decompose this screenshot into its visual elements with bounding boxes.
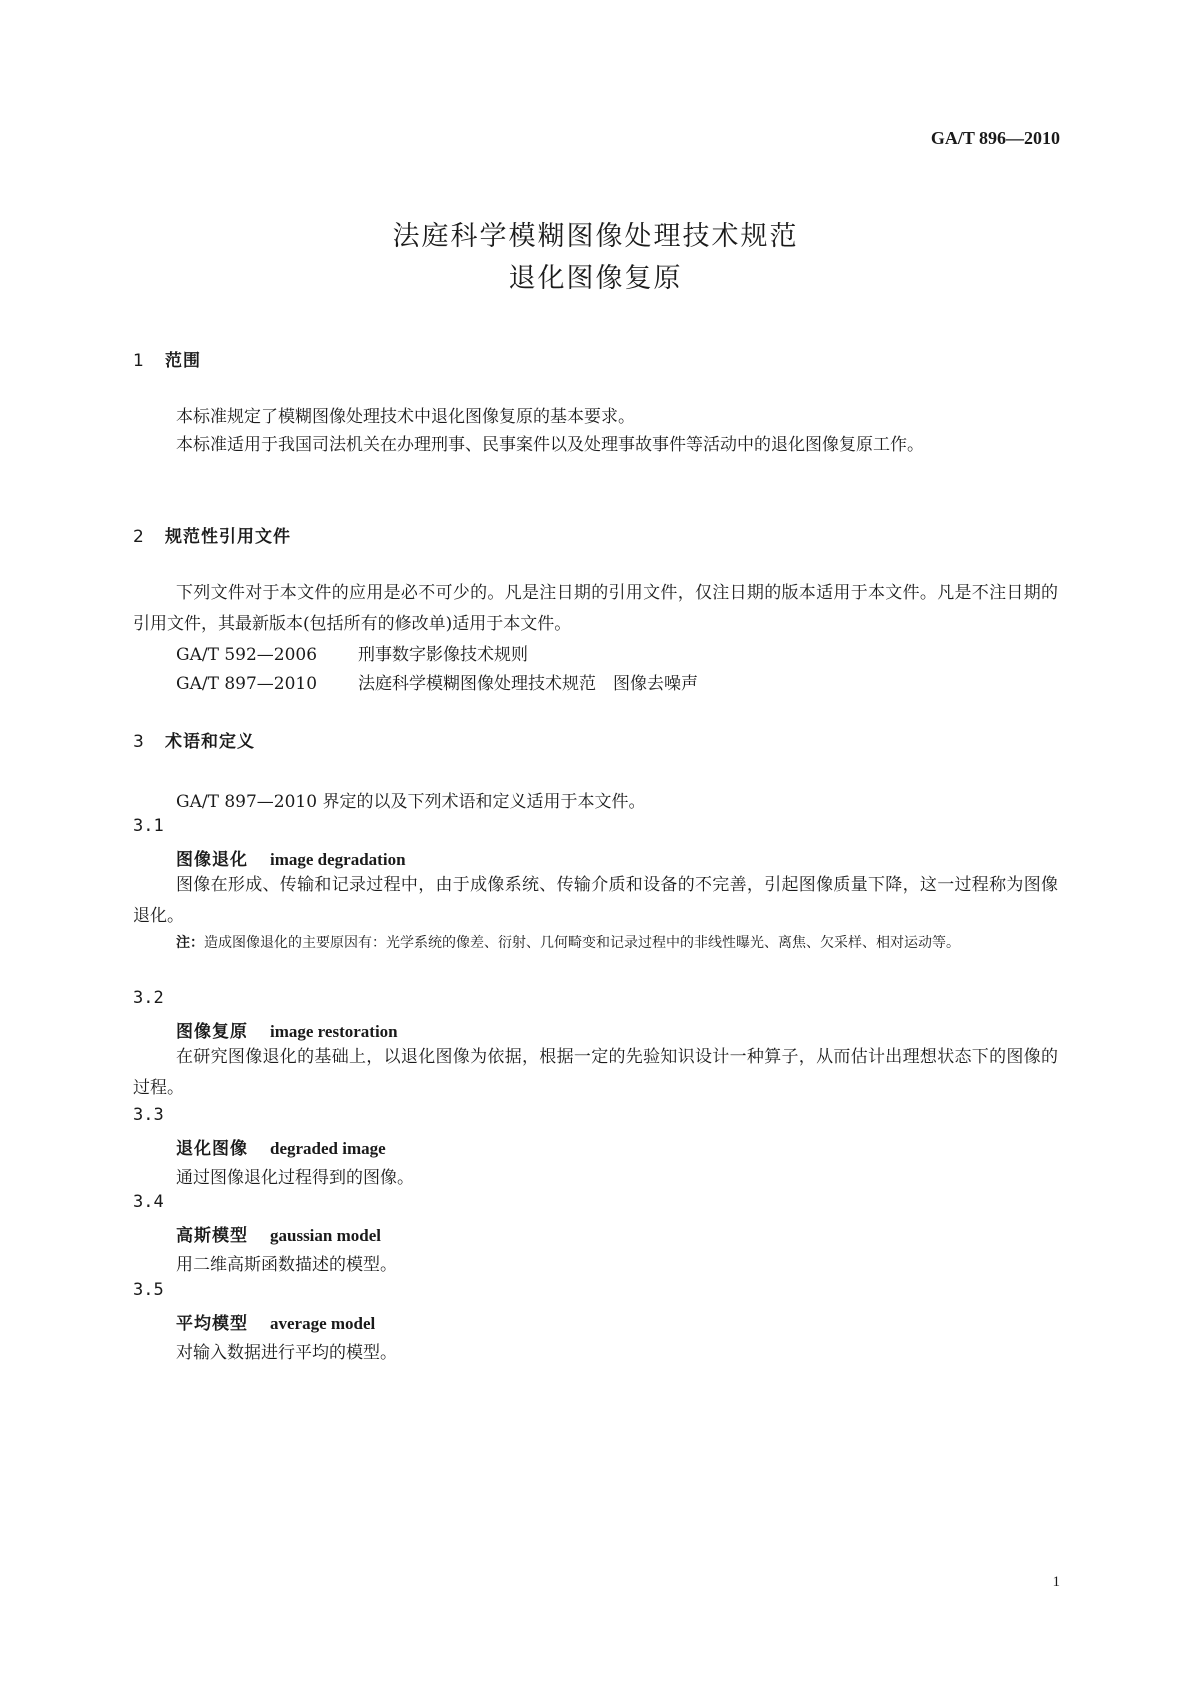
- term-english: average model: [270, 1314, 376, 1333]
- clause-number: 3.5: [133, 1280, 164, 1300]
- term-heading: [176, 845, 406, 870]
- normative-reference: [176, 640, 528, 665]
- term-english: degraded image: [270, 1139, 386, 1158]
- scope-paragraph-2: 本标准适用于我国司法机关在办理刑事、民事案件以及处理事故事件等活动中的退化图像复原工作。: [176, 435, 924, 455]
- term-note: [176, 930, 1091, 957]
- term-chinese: 图像退化: [176, 850, 248, 870]
- section-number: 2: [133, 527, 145, 547]
- term-definition: 用二维高斯函数描述的模型。: [176, 1255, 397, 1275]
- page-number: 1: [1052, 1574, 1060, 1590]
- clause-number: 3.1: [133, 816, 164, 836]
- reference-title: 法庭科学模糊图像处理技术规范 图像去噪声: [358, 674, 698, 694]
- section-title: 范围: [165, 351, 201, 371]
- clause-number: 3.2: [133, 988, 164, 1008]
- term-chinese: 退化图像: [176, 1139, 248, 1159]
- term-chinese: 图像复原: [176, 1022, 248, 1042]
- section-title: 术语和定义: [165, 732, 255, 752]
- term-definition: 图像在形成、传输和记录过程中，由于成像系统、传输介质和设备的不完善，引起图像质量下降，这一过程称为图像退化。: [133, 875, 1058, 926]
- normative-paragraph: 下列文件对于本文件的应用是必不可少的。凡是注日期的引用文件，仅注日期的版本适用于本文件。凡是不注日期的引用文件，其最新版本(包括所有的修改单)适用于本文件。: [133, 583, 1058, 634]
- term-heading: [176, 1017, 398, 1042]
- terms-intro: GA/T 897—2010 界定的以及下列术语和定义适用于本文件。: [176, 792, 646, 812]
- term-chinese: 平均模型: [176, 1314, 248, 1334]
- reference-code: GA/T 897—2010: [176, 674, 318, 694]
- section-number: 3: [133, 732, 145, 752]
- section-title: 规范性引用文件: [165, 527, 291, 547]
- term-english: gaussian model: [270, 1226, 381, 1245]
- term-heading: [176, 1221, 381, 1246]
- term-definition: 对输入数据进行平均的模型。: [176, 1343, 397, 1363]
- term-heading: [176, 1134, 386, 1159]
- term-chinese: 高斯模型: [176, 1226, 248, 1246]
- term-english: image degradation: [270, 850, 406, 869]
- document-title-line1: 法庭科学模糊图像处理技术规范: [392, 221, 799, 252]
- document-title-line2: 退化图像复原: [508, 263, 683, 294]
- normative-reference: [176, 669, 698, 694]
- section-number: 1: [133, 351, 145, 371]
- term-english: image restoration: [270, 1022, 398, 1041]
- term-definition: 在研究图像退化的基础上，以退化图像为依据，根据一定的先验知识设计一种算子，从而估计出理想状态下的图像的过程。: [133, 1047, 1058, 1098]
- standard-number: GA/T 896—2010: [930, 128, 1060, 148]
- note-text: 造成图像退化的主要原因有：光学系统的像差、衍射、几何畸变和记录过程中的非线性曝光、离焦、欠采样、相对运动等。: [204, 935, 960, 951]
- note-label: 注：: [176, 935, 204, 951]
- term-definition: 通过图像退化过程得到的图像。: [176, 1168, 414, 1188]
- term-heading: [176, 1309, 375, 1334]
- reference-title: 刑事数字影像技术规则: [358, 645, 528, 665]
- clause-number: 3.4: [133, 1192, 164, 1212]
- reference-code: GA/T 592—2006: [176, 645, 318, 665]
- section-heading-normative: [133, 522, 291, 547]
- clause-number: 3.3: [133, 1105, 164, 1125]
- section-heading-terms: [133, 727, 255, 752]
- scope-paragraph-1: 本标准规定了模糊图像处理技术中退化图像复原的基本要求。: [176, 407, 635, 427]
- section-heading-scope: [133, 346, 201, 371]
